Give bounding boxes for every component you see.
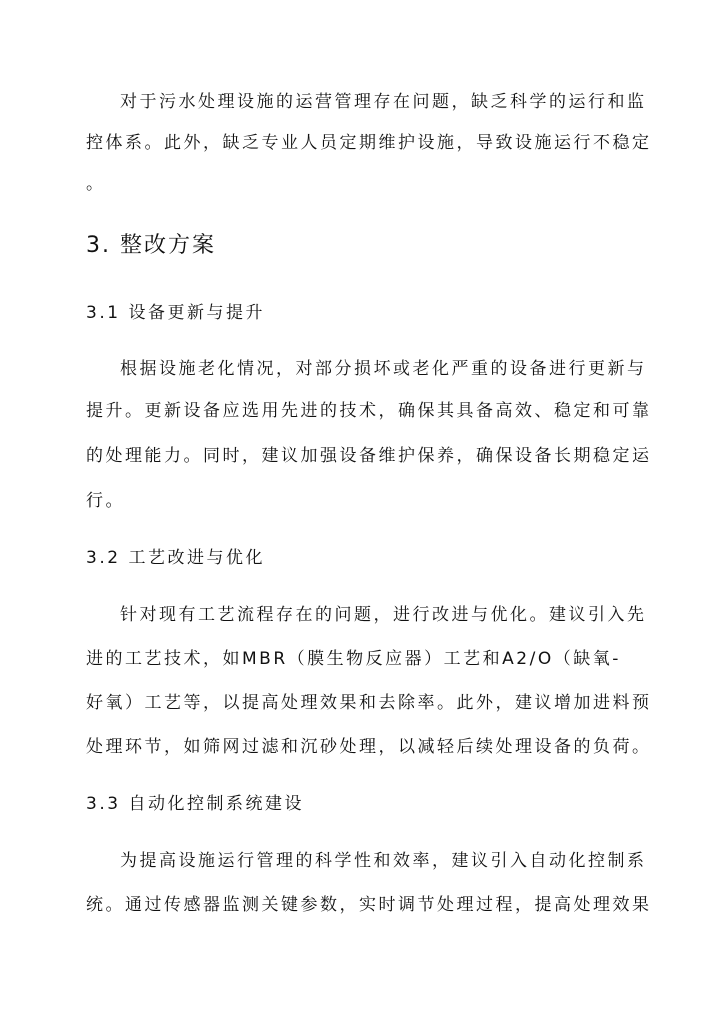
paragraph-line: 对于污水处理设施的运营管理存在问题，缺乏科学的运行和监	[120, 92, 647, 112]
paragraph-line: 控体系。此外，缺乏专业人员定期维护设施，导致设施运行不稳定	[86, 133, 652, 153]
paragraph-line: 为提高设施运行管理的科学性和效率，建议引入自动化控制系	[120, 851, 647, 871]
paragraph-line: 提升。更新设备应选用先进的技术，确保其具备高效、稳定和可靠	[86, 401, 652, 421]
paragraph-line: 根据设施老化情况，对部分损坏或老化严重的设备进行更新与	[120, 359, 647, 379]
paragraph-line: 针对现有工艺流程存在的问题，进行改进与优化。建议引入先	[120, 605, 647, 625]
subsection-heading: 3.3 自动化控制系统建设	[86, 794, 304, 814]
section-heading: 3. 整改方案	[86, 233, 216, 258]
paragraph-line: 的处理能力。同时，建议加强设备维护保养，确保设备长期稳定运	[86, 446, 652, 466]
paragraph-line: 行。	[86, 491, 125, 511]
paragraph-line: 好氧）工艺等，以提高处理效果和去除率。此外，建议增加进料预	[86, 693, 652, 713]
subsection-heading: 3.1 设备更新与提升	[86, 303, 265, 323]
subsection-heading: 3.2 工艺改进与优化	[86, 548, 265, 568]
paragraph-line: 。	[86, 174, 106, 194]
paragraph-line: 处理环节，如筛网过滤和沉砂处理，以减轻后续处理设备的负荷。	[86, 737, 652, 757]
paragraph-line: 统。通过传感器监测关键参数，实时调节处理过程，提高处理效果	[86, 895, 652, 915]
paragraph-line: 进的工艺技术，如MBR（膜生物反应器）工艺和A2/O（缺氧-	[86, 649, 621, 669]
